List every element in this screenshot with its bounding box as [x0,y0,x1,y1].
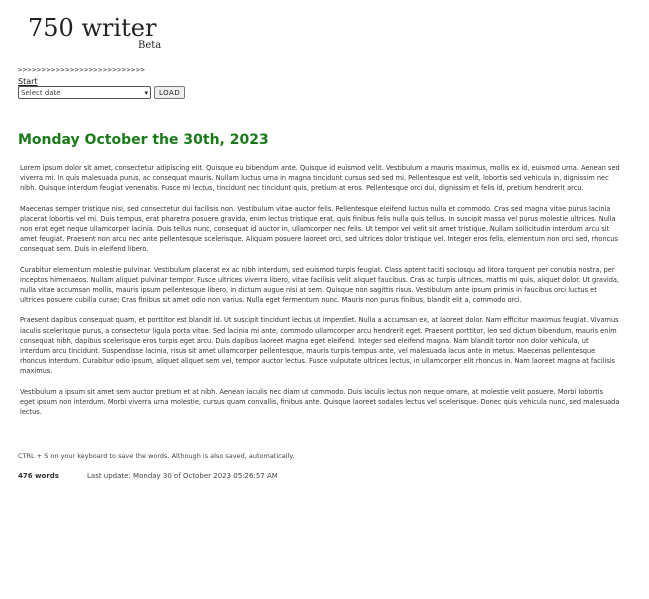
app-title: 750 writer [28,14,157,42]
entry-paragraph: Maecenas semper tristique nisi, sed consectetur dui facilisis non. Vestibulum vitae auctor felis. Pellentesque eleifend luctus nulla et commodo. Cras sed magna vitae purus lacinia placerat lobortis vel mi. Duis tempus, erat pharetra posuere gravida, enim lectus tristique erat, quis finibus felis nulla quis tellus. In suscipit massa vel purus molestie ultrices. Nulla non erat eget neque ullamcorper lacinia. Duis tellus nunc, consequat id auctor in, ullamcorper nec felis. Ut tempor vel velit sit amet tristique. Nullam sollicitudin interdum arcu sit amet feugiat. Praesent non arcu nec ante pellentesque scelerisque. Aliquam posuere laoreet orci, sed ultrices dolor tristique vel. Integer eros felis, elementum non orci sed, rhoncus consequat sem. Duis in eleifend libero. [20,204,618,254]
arrow-divider: >>>>>>>>>>>>>>>>>>>>>>>>>>> [18,66,146,74]
stats-bar [18,472,278,480]
last-update: Last update: Monday 30 of October 2023 05:26:57 AM [87,472,278,480]
entry-paragraph: Curabitur elementum molestie pulvinar. Vestibulum placerat ex ac nibh interdum, sed euismod turpis feugiat. Class aptent taciti sociosqu ad litora torquent per conubia nostra, per inceptos himenaeos. Nullam aliquet pulvinar tempor. Fusce ultrices viverra libero, vitae facilisis velit aliquet faucibus. Cras ac turpis ultrices, mattis mi quis, aliquet dolor. Ut gravida, nulla vitae accumsan mollis, mauris ipsum pellentesque libero, in dictum augue nisi at sem. Quisque non sagittis risus. Vestibulum ante ipsum primis in faucibus orci luctus et ultrices posuere cubilia curae; Cras finibus sit amet odio non varius. Nulla eget fermentum nunc. Mauris non purus finibus, blandit elit a, commodo orci. [20,265,620,305]
entry-text-area[interactable] [20,163,620,427]
chevron-down-icon: ▾ [144,88,148,97]
entry-paragraph: Vestibulum a ipsum sit amet sem auctor pretium et at nibh. Aenean iaculis nec diam ut commodo. Duis iaculis lectus non neque ornare, at molestie velit posuere. Morbi lobortis eget ipsum non interdum. Morbi viverra urna molestie, cursus quam convallis, finibus ante. Quisque laoreet sodales lectus vel scelerisque. Donec quis vehicula nunc, sed malesuada lectus. [20,387,620,417]
beta-badge: Beta [138,40,162,51]
entry-title: Monday October the 30th, 2023 [18,132,269,148]
load-button[interactable]: LOAD [154,86,185,99]
app-logo [28,14,162,51]
entry-paragraph: Praesent dapibus consequat quam, et porttitor est blandit id. Ut suscipit tincidunt lectus ut imperdiet. Nulla a accumsan ex, at laoreet dolor. Nam efficitur maximus feugiat. Vivamus iaculis scelerisque purus, a consectetur ligula porta vitae. Sed lacinia mi ante, commodo ullamcorper arcu hendrerit eget. Praesent porttitor, leo sed dictum bibendum, mauris enim consequat nibh, dapibus scelerisque eros turpis eget arcu. Duis dapibus laoreet magna eget eleifend. Integer sed eleifend magna. Nam blandit tortor non dolor vehicula, ut interdum arcu tincidunt. Suspendisse lacinia, risus sit amet ullamcorper pellentesque, mauris turpis tempus ante, vel malesuada lacus ante in metus. Maecenas pellentesque rhoncus interdum. Curabitur odio ipsum, aliquet aliquet sem vel, tempor auctor lectus. Fusce vulputate ultrices lectus, in ullamcorper elit rhoncus in. Nam laoreet magna at facilisis maximus. [20,316,619,376]
date-select-value: Select date [21,88,61,97]
save-hint: CTRL + S on your keyboard to save the words. Although is also saved, automatically. [18,452,295,460]
date-controls [18,86,185,99]
date-select[interactable] [18,86,151,99]
entry-paragraph: Lorem ipsum dolor sit amet, consectetur adipiscing elit. Quisque eu bibendum ante. Quisque id euismod velit. Vestibulum a mauris maximus, mollis ex id, euismod urna. Aenean sed viverra mi. In quis malesuada purus, ac consequat mauris. Nullam luctus urna in magna tincidunt cursus sed sed mi. Pellentesque est velit, lobortis sed vehicula in, dignissim nec nibh. Quisque interdum feugiat venenatis. Fusce mi lectus, tincidunt nec tincidunt quis, pretium at eros. Pellentesque orci dui, dignissim et felis id, pretium hendrerit arcu. [20,164,620,193]
word-count: 476 words [18,472,59,480]
start-link[interactable]: Start [18,77,38,86]
